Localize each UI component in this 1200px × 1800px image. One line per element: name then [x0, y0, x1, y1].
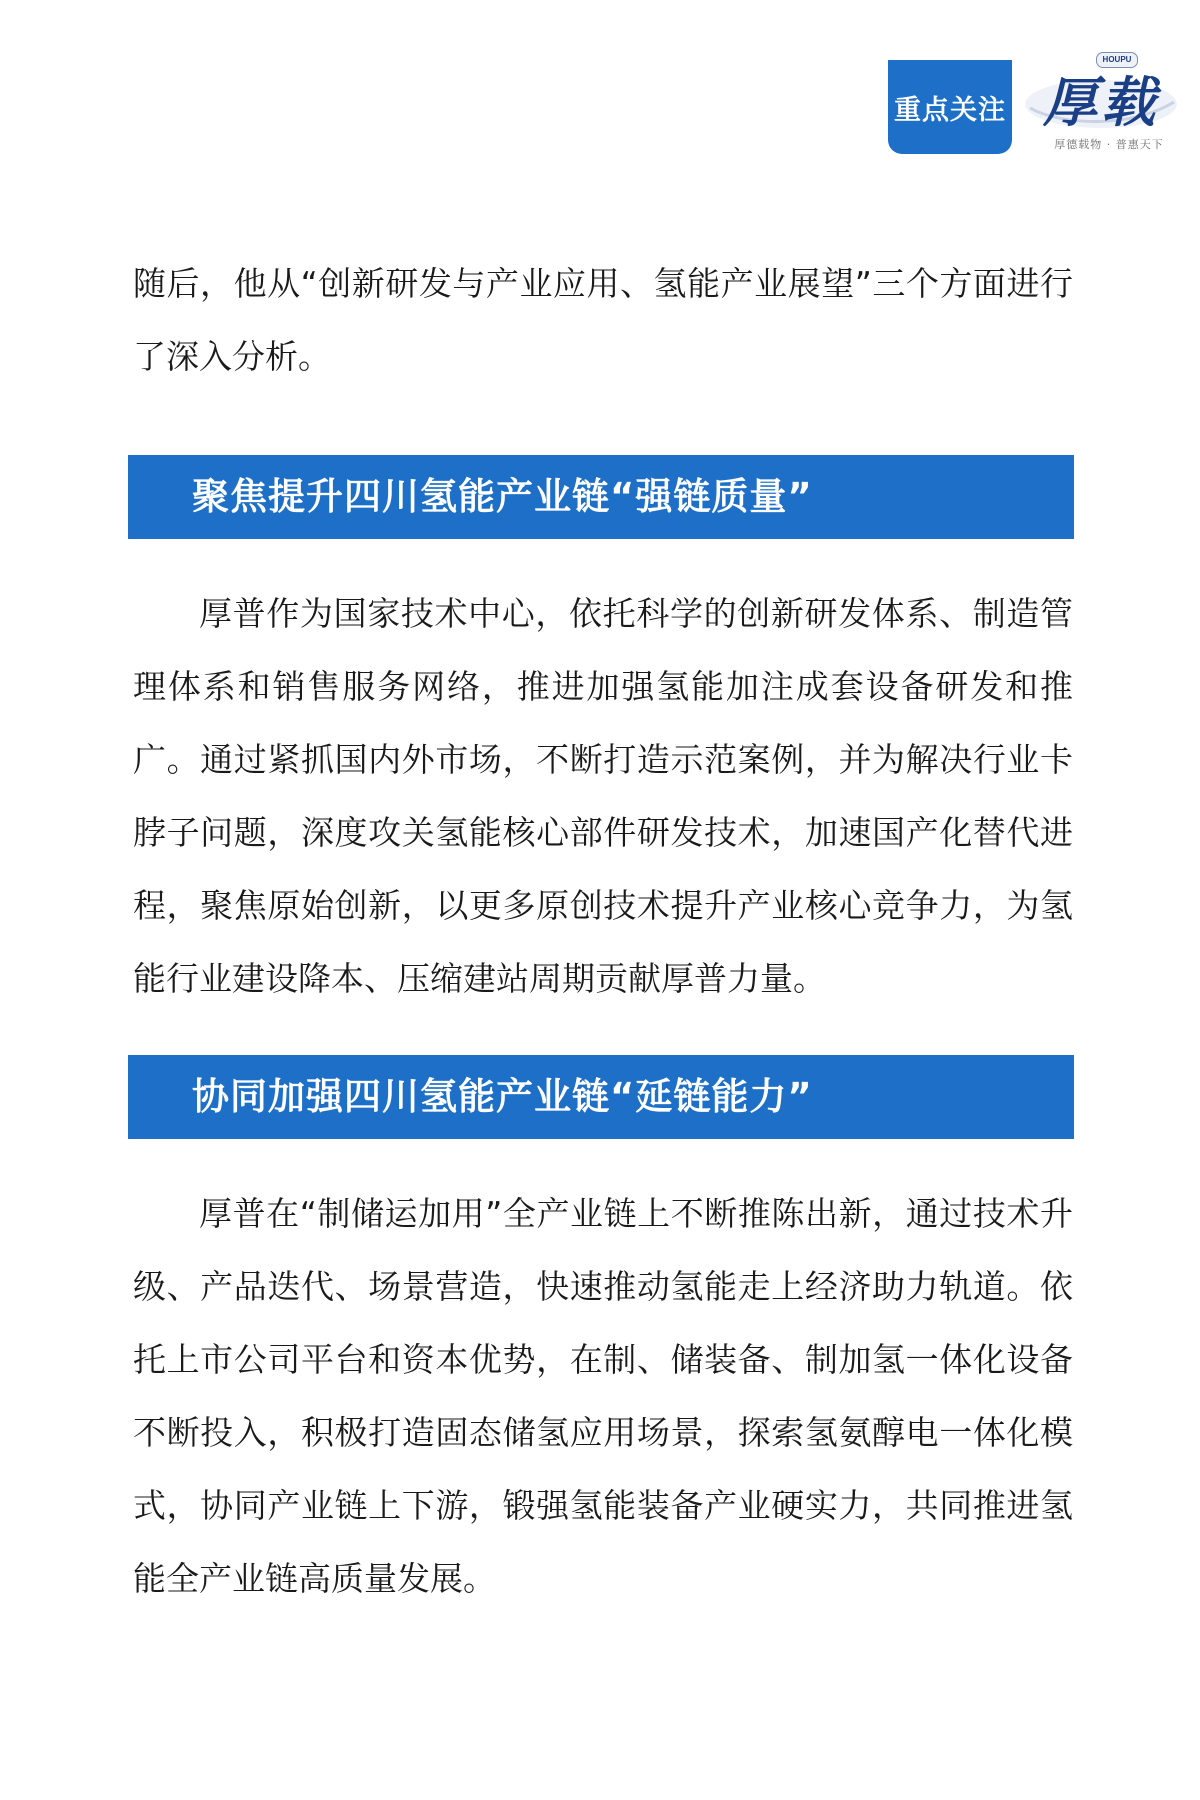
section-heading-2: 协同加强四川氢能产业链“延链能力” — [128, 1055, 1074, 1139]
logo-wordmark: 厚载 — [1043, 70, 1159, 134]
section-body-1: 厚普作为国家技术中心，依托科学的创新研发体系、制造管理体系和销售服务网络，推进加强氢能加注成套设备研发和推广。通过紧抓国内外市场，不断打造示范案例，并为解决行业卡脖子问题，深度攻关氢能核心部件研发技术，加速国产化替代进程，聚焦原始创新，以更多原创技术提升产业核心竞争力，为氢能行业建设降本、压缩建站周期贡献厚普力量。 — [133, 594, 1073, 998]
section-heading-1: 聚焦提升四川氢能产业链“强链质量” — [128, 455, 1074, 539]
intro-paragraph: 随后，他从“创新研发与产业应用、氢能产业展望”三个方面进行了深入分析。 — [133, 264, 1073, 376]
logo-badge: HOUPU — [1096, 52, 1138, 68]
section-tag: 重点关注 — [888, 60, 1012, 154]
section-body-2: 厚普在“制储运加用”全产业链上不断推陈出新，通过技术升级、产品迭代、场景营造，快速推动氢能走上经济助力轨道。依托上市公司平台和资本优势，在制、储装备、制加氢一体化设备不断投入，积极打造固态储氢应用场景，探索氢氨醇电一体化模式，协同产业链上下游，锻强氢能装备产业硬实力，共同推进氢能全产业链高质量发展。 — [133, 1194, 1073, 1598]
logo-tagline: 厚德载物 · 普惠天下 — [1054, 138, 1164, 151]
company-logo — [1022, 52, 1180, 156]
